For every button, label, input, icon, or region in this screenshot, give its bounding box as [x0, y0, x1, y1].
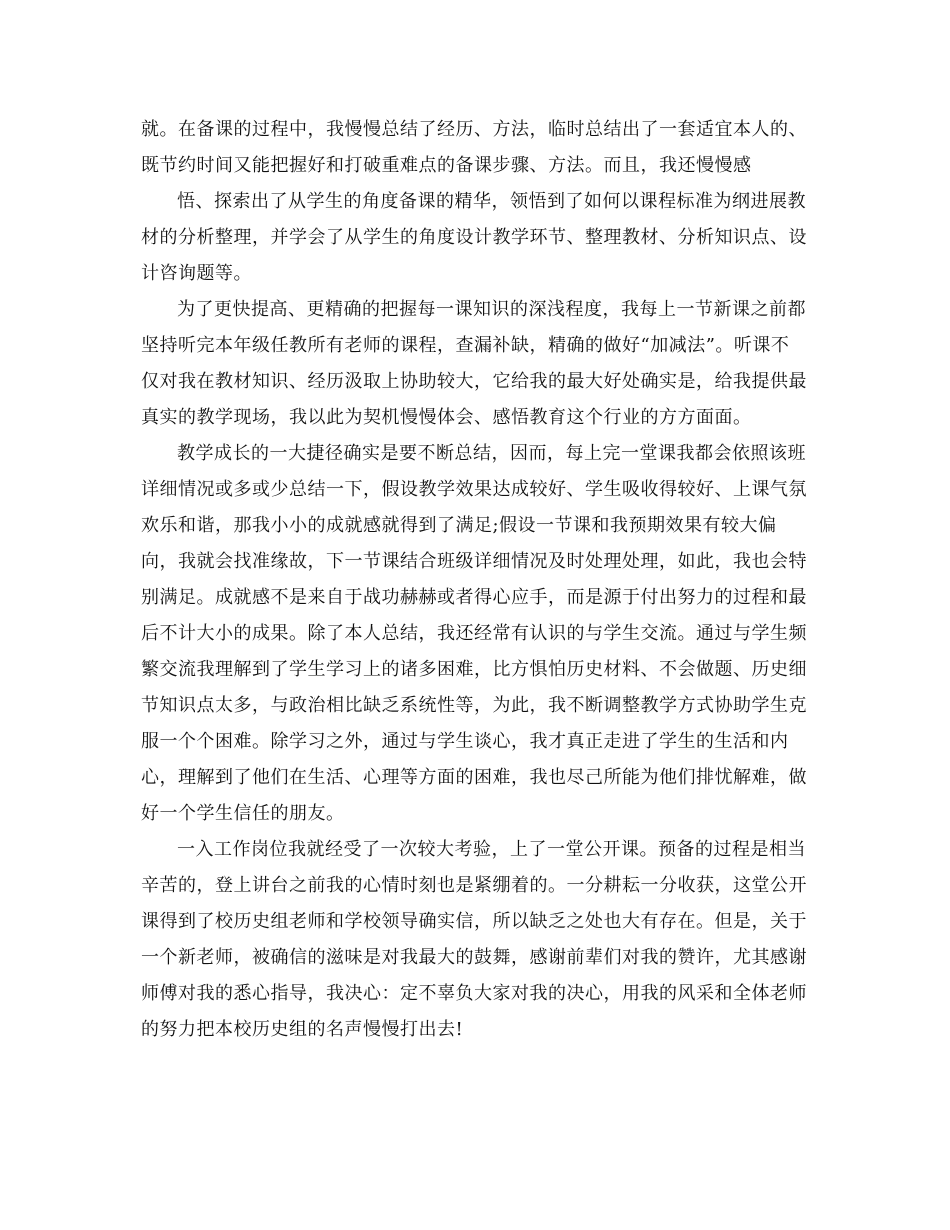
text-line: 材的分析整理，并学会了从学生的角度设计教学环节、整理教材、分析知识点、设 [141, 227, 807, 248]
text-line: 好一个学生信任的朋友。 [141, 803, 345, 824]
text-line: 心，理解到了他们在生活、心理等方面的困难，我也尽己所能为他们排忧解难，做 [141, 767, 807, 788]
text-line: 服一个个困难。除学习之外，通过与学生谈心，我才真正走进了学生的生活和内 [141, 731, 789, 752]
text-line: 计咨询题等。 [141, 263, 252, 284]
text-line: 别满足。成就感不是来自于战功赫赫或者得心应手，而是源于付出努力的过程和最 [141, 587, 807, 608]
text-line: 师傅对我的悉心指导，我决心：定不辜负大家对我的决心，用我的风采和全体老师 [141, 983, 807, 1004]
text-line: 坚持听完本年级任教所有老师的课程，查漏补缺，精确的做好“加减法”。听课不 [141, 335, 790, 356]
text-line: 欢乐和谐，那我小小的成就感就得到了满足;假设一节课和我预期效果有较大偏 [141, 515, 777, 536]
text-line: 悟、探索出了从学生的角度备课的精华，领悟到了如何以课程标准为纲进展教 [177, 191, 806, 212]
text-line: 繁交流我理解到了学生学习上的诸多困难，比方惧怕历史材料、不会做题、历史细 [141, 659, 807, 680]
text-line: 既节约时间又能把握好和打破重难点的备课步骤、方法。而且，我还慢慢感 [141, 155, 752, 176]
text-line: 一个新老师，被确信的滋味是对我最大的鼓舞，感谢前辈们对我的赞许，尤其感谢 [141, 947, 807, 968]
text-line: 教学成长的一大捷径确实是要不断总结，因而，每上完一堂课我都会依照该班 [177, 443, 806, 464]
text-line: 的努力把本校历史组的名声慢慢打出去! [141, 1019, 464, 1040]
text-line: 仅对我在教材知识、经历汲取上协助较大，它给我的最大好处确实是，给我提供最 [141, 371, 807, 392]
text-line: 为了更快提高、更精确的把握每一课知识的深浅程度，我每上一节新课之前都 [177, 299, 806, 320]
text-line: 真实的教学现场，我以此为契机慢慢体会、感悟教育这个行业的方方面面。 [141, 407, 752, 428]
text-line: 向，我就会找准缘故，下一节课结合班级详细情况及时处理处理，如此，我也会特 [141, 551, 807, 572]
text-line: 就。在备课的过程中，我慢慢总结了经历、方法，临时总结出了一套适宜本人的、 [141, 119, 807, 140]
text-line: 节知识点太多，与政治相比缺乏系统性等，为此，我不断调整教学方式协助学生克 [141, 695, 807, 716]
text-line: 辛苦的，登上讲台之前我的心情时刻也是紧绷着的。一分耕耘一分收获，这堂公开 [141, 875, 807, 896]
text-line: 一入工作岗位我就经受了一次较大考验，上了一堂公开课。预备的过程是相当 [177, 839, 806, 860]
text-line: 课得到了校历史组老师和学校领导确实信，所以缺乏之处也大有存在。但是，关于 [141, 911, 807, 932]
text-line: 详细情况或多或少总结一下，假设教学效果达成较好、学生吸收得较好、上课气氛 [141, 479, 807, 500]
text-line: 后不计大小的成果。除了本人总结，我还经常有认识的与学生交流。通过与学生频 [141, 623, 807, 644]
